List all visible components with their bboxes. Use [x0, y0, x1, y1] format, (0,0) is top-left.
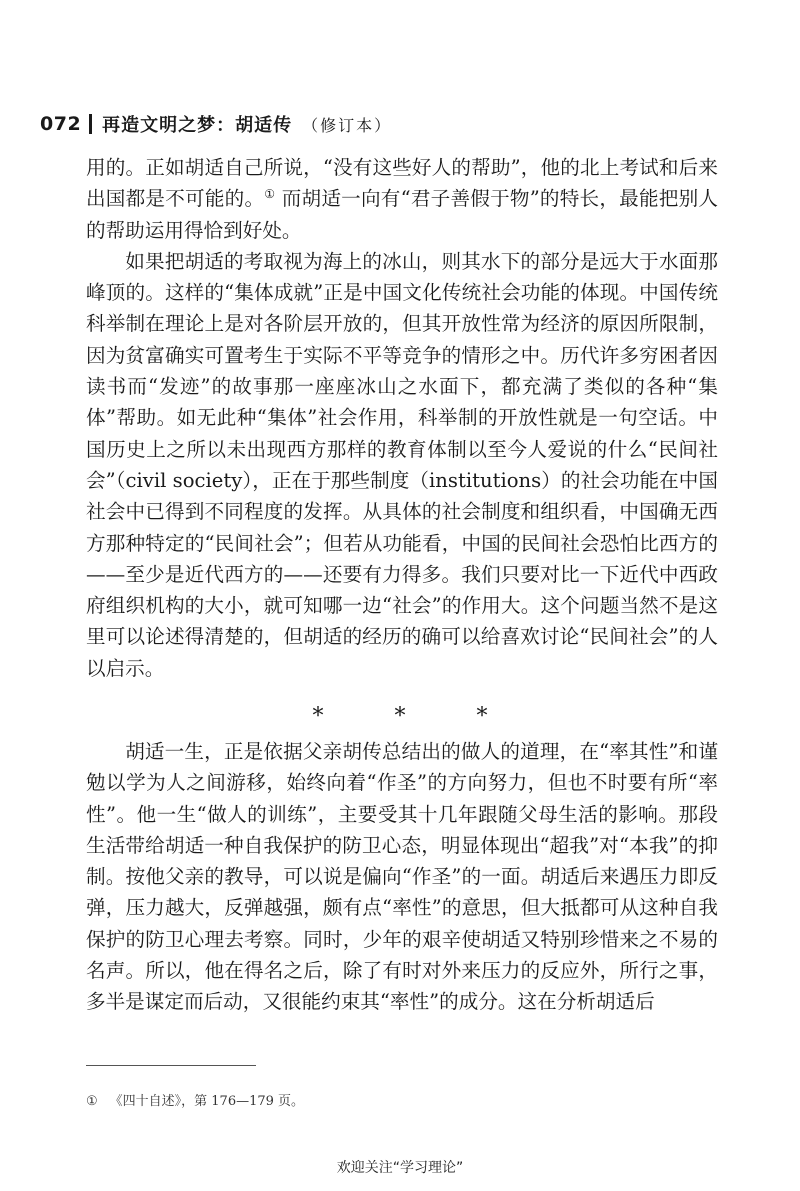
paragraph: 如果把胡适的考取视为海上的冰山，则其水下的部分是远大于水面那峰顶的。这样的“集体成就”正是中国文化传统社会功能的体现。中国传统科举制在理论上是对各阶层开放的，但其开放性常为经济的原因所限制，因为贫富确实可置考生于实际不平等竞争的情形之中。历代许多穷困者因读书而“发迹”的故事那一座座冰山之水面下，都充满了类似的各种“集体”帮助。如无此种“集体”社会作用，科举制的开放性就是一句空话。中国历史上之所以未出现西方那样的教育体制以至今人爱说的什么“民间社会”（civil society），正在于那些制度（institutions）的社会功能在中国社会中已得到不同程度的发挥。从具体的社会制度和组织看，中国确无西方那种特定的“民间社会”；但若从功能看，中国的民间社会恐怕比西方的——至少是近代西方的——还要有力得多。我们只要对比一下近代中西政府组织机构的大小，就可知哪一边“社会”的作用大。这个问题当然不是这里可以论述得清楚的，但胡适的经历的确可以给喜欢讨论“民间社会”的人以启示。 [86, 249, 718, 680]
paragraph-text: 用的。正如胡适自己所说，“没有这些好人的帮助”，他的北上考试和后来出国都是不可能的。 [86, 156, 718, 211]
main-text-block [86, 152, 718, 684]
footer-note: 欢迎关注“学习理论” [336, 1160, 464, 1176]
main-text-block-2 [86, 736, 718, 1018]
running-header [40, 110, 392, 138]
paragraph-text: 而胡适一向有“君子善假于物”的特长，最能把别人的帮助运用得恰到好处。 [86, 187, 718, 242]
footnote-mark: ① [86, 1094, 98, 1109]
edition-label: （修订本） [302, 115, 393, 135]
footnote-rule [86, 1065, 256, 1066]
header-divider-bar [89, 114, 92, 134]
page-number: 072 [40, 113, 82, 135]
footnote [86, 1090, 304, 1109]
paragraph: 胡适一生，正是依据父亲胡传总结出的做人的道理，在“率其性”和谨勉以学为人之间游移，始终向着“作圣”的方向努力，但也不时要有所“率性”。他一生“做人的训练”，主要受其十几年跟随父母生活的影响。那段生活带给胡适一种自我保护的防卫心态，明显体现出“超我”对“本我”的抑制。按他父亲的教导，可以说是偏向“作圣”的一面。胡适后来遇压力即反弹，压力越大，反弹越强，颇有点“率性”的意思，但大抵都可从这种自我保护的防卫心理去考察。同时，少年的艰辛使胡适又特别珍惜来之不易的名声。所以，他在得名之后，除了有时对外来压力的反应外，所行之事，多半是谋定而后动，又很能约束其“率性”的成分。这在分析胡适后 [86, 740, 718, 1014]
paragraph-continued [86, 152, 718, 246]
footnote-reference: ① [264, 187, 276, 202]
section-divider: * * * [312, 704, 520, 729]
footnote-text: 《四十自述》，第 176—179 页。 [109, 1094, 305, 1109]
book-title: 再造文明之梦：胡适传 [102, 115, 293, 136]
